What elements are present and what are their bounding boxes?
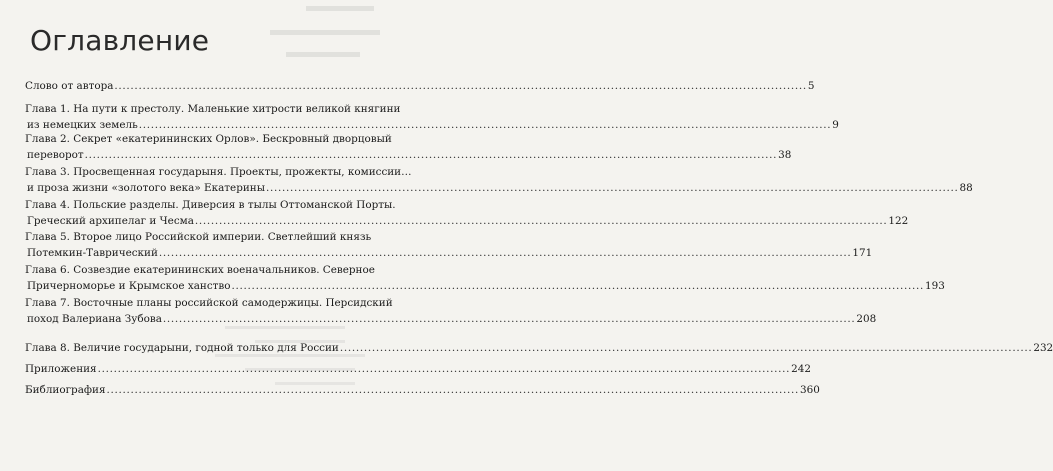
toc-entry-page: 88 [959, 182, 973, 194]
toc-entry-title: Библиография [25, 384, 106, 396]
toc-entry [25, 131, 792, 163]
toc-entry [25, 262, 945, 294]
toc-entry [25, 295, 877, 327]
toc-entry-title-cont: поход Валериана Зубова [27, 313, 162, 325]
leader-dots: ............................................................................................................................................................................. [84, 149, 778, 161]
toc-entry-page: 38 [778, 149, 792, 161]
leader-dots: ............................................................................................................................................................................. [339, 342, 1033, 354]
toc-entry-title-cont: из немецких земель [27, 119, 138, 131]
toc-entry-page: 360 [800, 384, 820, 396]
toc-entry-title-cont: Причерноморье и Крымское ханство [27, 280, 231, 292]
show-through-text [250, 0, 410, 66]
leader-dots: ............................................................................................................................................................................. [162, 313, 856, 325]
toc-entry-title: Глава 2. Секрет «екатерининских Орлов». Бескровный дворцовый [25, 133, 392, 145]
leader-dots: ............................................................................................................................................................................. [265, 182, 959, 194]
toc-entry-page: 5 [807, 80, 815, 92]
toc-entry-title: Глава 7. Восточные планы российской самодержицы. Персидский [25, 297, 393, 309]
toc-entry-page: 171 [852, 247, 873, 259]
leader-dots: ............................................................................................................................................................................. [194, 215, 888, 227]
toc-entry-page: 193 [925, 280, 945, 292]
leader-dots: ............................................................................................................................................................................. [231, 280, 925, 292]
toc-entry [25, 197, 909, 229]
toc-entry-page: 242 [791, 363, 811, 375]
toc-entry [25, 229, 873, 261]
toc-entry-title: Глава 5. Второе лицо Российской империи. Светлейший князь [25, 231, 372, 243]
toc-entry-title-cont: Греческий архипелаг и Чесма [27, 215, 194, 227]
leader-dots: ............................................................................................................................................................................. [138, 119, 832, 131]
toc-entry-title: Глава 4. Польские разделы. Диверсия в тылы Оттоманской Порты. [25, 199, 396, 211]
toc-entry-title-cont: Потемкин-Таврический [27, 247, 158, 259]
toc-entry [25, 361, 811, 377]
toc-entry-title: Приложения [25, 363, 97, 375]
leader-dots: ............................................................................................................................................................................. [114, 80, 807, 92]
toc-entry-page: 9 [832, 119, 839, 131]
toc-entry-title: Глава 3. Просвещенная государыня. Проекты, прожекты, комиссии… [25, 166, 412, 178]
toc-entry [25, 164, 973, 196]
toc-entry [25, 382, 820, 398]
toc-entry-title: Глава 1. На пути к престолу. Маленькие хитрости великой княгини [25, 103, 401, 115]
toc-entry-title: Глава 6. Созвездие екатерининских военачальников. Северное [25, 264, 375, 276]
toc-entry-title: Слово от автора [25, 80, 114, 92]
toc-entry [25, 78, 815, 94]
toc-entry-title: Глава 8. Величие государыни, годной только для России [25, 342, 339, 354]
toc-entry-page: 208 [856, 313, 877, 325]
page-title: Оглавление [30, 24, 210, 57]
toc-entry [25, 340, 1053, 356]
toc-entry-title-cont: переворот [27, 149, 84, 161]
toc-entry [25, 101, 839, 133]
leader-dots: ............................................................................................................................................................................. [158, 247, 852, 259]
toc-entry-title-cont: и проза жизни «золотого века» Екатерины [27, 182, 265, 194]
leader-dots: ............................................................................................................................................................................. [106, 384, 800, 396]
toc-entry-page: 122 [888, 215, 909, 227]
toc-entry-page: 232 [1033, 342, 1053, 354]
leader-dots: ............................................................................................................................................................................. [97, 363, 791, 375]
